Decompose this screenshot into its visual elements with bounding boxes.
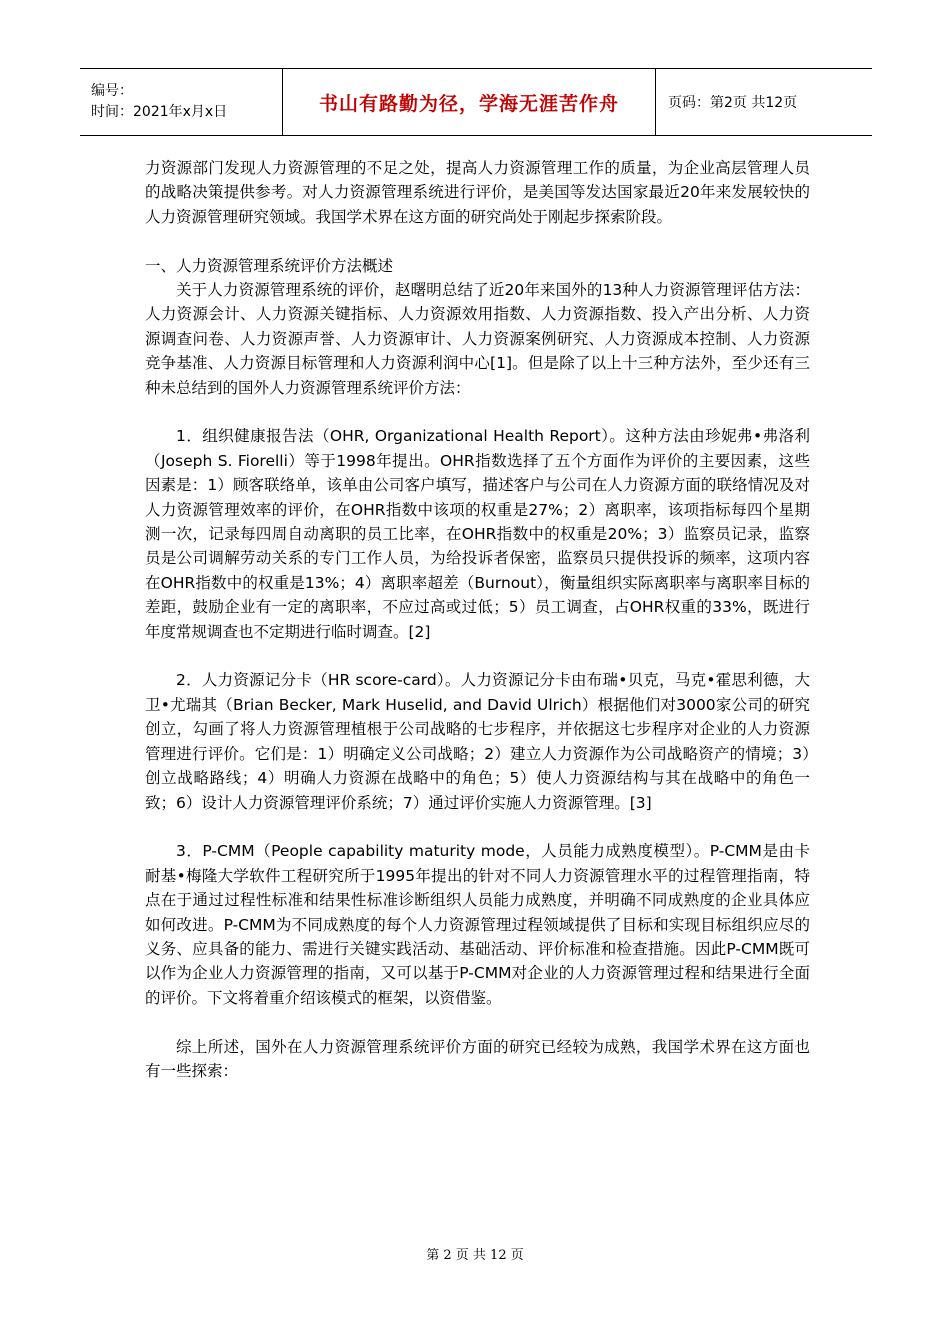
paragraph-methods-overview: 关于人力资源管理系统的评价，赵曙明总结了近20年来国外的13种人力资源管理评估方法：人力资源会计、人力资源关键指标、人力资源效用指数、人力资源指数、投入产出分析、人力资源调查问卷、人力资源声誉、人力资源审计、人力资源案例研究、人力资源成本控制、人力资源竞争基准、人力资源目标管理和人力资源利润中心[1]。但是除了以上十三种方法外，至少还有三种未总结到的国外人力资源管理系统评价方法：: [145, 281, 810, 397]
paragraph-hr-scorecard: 2．人力资源记分卡（HR score-card）。人力资源记分卡由布瑞•贝克，马克•霍思利德，大卫•尤瑞其（Brian Becker, Mark Huselid, and David Ulrich）根据他们对3000家公司的研究创立，勾画了将人力资源管理植根于公司战略的七步程序，并依据这七步程序对企业的人力资源管理进行评价。它们是：1）明确定义公司战略；2）建立人力资源作为公司战略资产的情境；3）创立战略路线；4）明确人力资源在战略中的角色；5）使人力资源结构与其在战略中的角色一致；6）设计人力资源管理评价系统；7）通过评价实施人力资源管理。[3]: [145, 671, 810, 812]
header-motto-cell: [283, 69, 656, 136]
document-body: [145, 156, 810, 1083]
section-heading: 一、人力资源管理系统评价方法概述: [145, 256, 394, 275]
page-header: [80, 68, 872, 136]
header-page-cell: [656, 69, 873, 136]
spacer: [145, 1010, 810, 1034]
spacer: [145, 644, 810, 668]
document-date-label: 时间：2021年x月x日: [91, 104, 228, 120]
header-motto: 书山有路勤为径，学海无涯苦作舟: [318, 92, 619, 115]
paragraph-pcmm: 3．P-CMM（People capability maturity mode，人员能力成熟度模型）。P-CMM是由卡耐基•梅隆大学软件工程研究所于1995年提出的针对不同人力资源管理水平的过程管理指南，特点在于通过过程性标准和结果性标准诊断组织人员能力成熟度，并明确不同成熟度的企业具体应如何改进。P-CMM为不同成熟度的每个人力资源管理过程领域提供了目标和实现目标组织应尽的义务、应具备的能力、需进行关键实践活动、基础活动、评价标准和检查措施。因此P-CMM既可以作为企业人力资源管理的指南，又可以基于P-CMM对企业的人力资源管理过程和结果进行全面的评价。下文将着重介绍该模式的框架，以资借鉴。: [145, 842, 810, 1007]
page-footer: 第 2 页 共 12 页: [426, 1248, 524, 1263]
spacer: [145, 400, 810, 424]
paragraph-ohr: 1．组织健康报告法（OHR, Organizational Health Report）。这种方法由珍妮弗•弗洛利（Joseph S. Fiorelli）等于1998年提出。OHR指数选择了五个方面作为评价的主要因素，这些因素是：1）顾客联络单，该单由公司客户填写，描述客户与公司在人力资源方面的联络情况及对人力资源管理效率的评价，在OHR指数中该项的权重是27%；2）离职率，该项指标每四个星期测一次，记录每四周自动离职的员工比率，在OHR指数中的权重是20%；3）监察员记录，监察员是公司调解劳动关系的专门工作人员，为给投诉者保密，监察员只提供投诉的频率，这项内容在OHR指数中的权重是13%；4）离职率超差（Burnout），衡量组织实际离职率与离职率目标的差距，鼓励企业有一定的离职率，不应过高或过低；5）员工调查，占OHR权重的33%，既进行年度常规调查也不定期进行临时调查。[2]: [145, 427, 810, 641]
document-number-label: 编号：: [91, 83, 133, 99]
spacer: [145, 229, 810, 253]
paragraph-summary: 综上所述，国外在人力资源管理系统评价方面的研究已经较为成熟，我国学术界在这方面也有一些探索：: [145, 1037, 810, 1080]
spacer: [145, 815, 810, 839]
header-meta-cell: [80, 69, 283, 136]
paragraph-intro-continued: 力资源部门发现人力资源管理的不足之处，提高人力资源管理工作的质量，为企业高层管理人员的战略决策提供参考。对人力资源管理系统进行评价，是美国等发达国家最近20年来发展较快的人力资源管理研究领域。我国学术界在这方面的研究尚处于刚起步探索阶段。: [145, 159, 810, 226]
header-page-info: 页码：第2页 共12页: [668, 95, 798, 111]
